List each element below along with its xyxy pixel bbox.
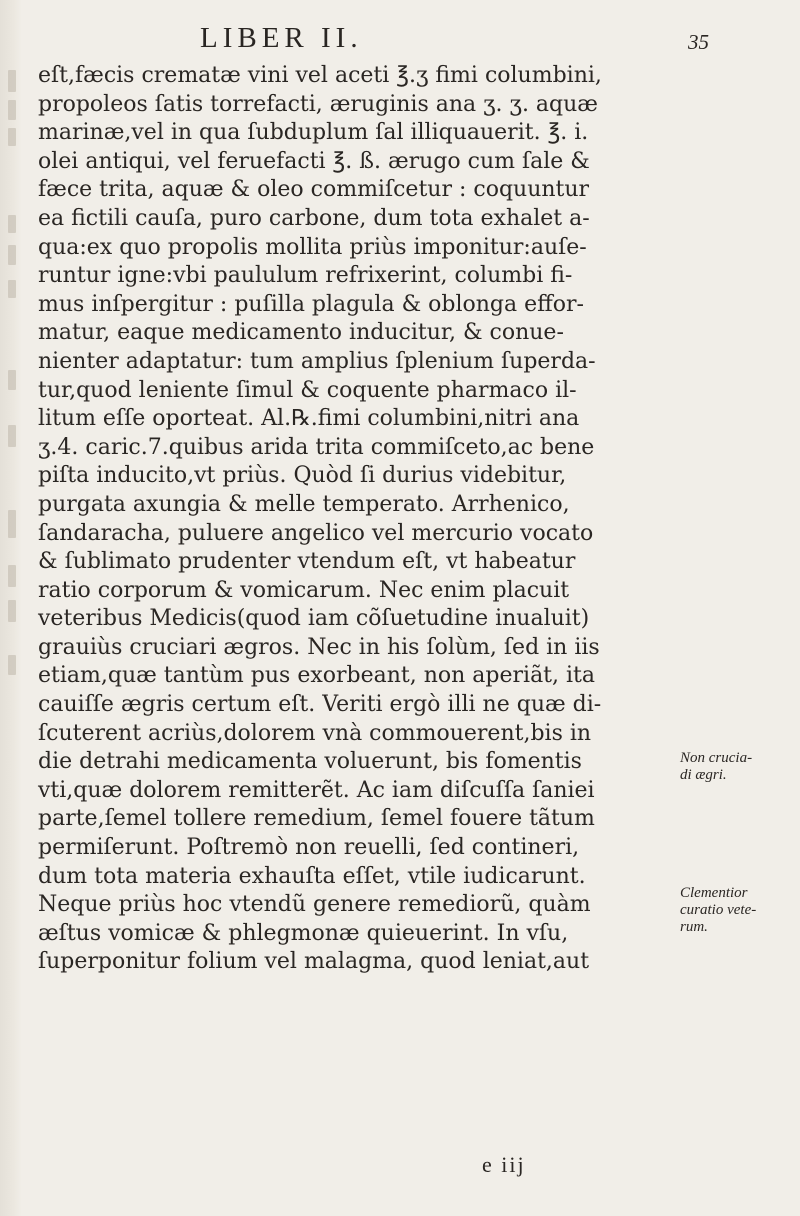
text-line: ſcuterent acriùs,dolorem vnà commouerent,bis in (38, 720, 592, 746)
text-line: & ſublimato prudenter vtendum eſt, vt habeatur (38, 549, 576, 575)
binding-mark (8, 510, 16, 538)
text-line: mus inſpergitur : puſilla plagula & oblonga effor- (38, 291, 584, 317)
marginal-note-line: curatio vete- (680, 902, 757, 918)
binding-mark (8, 215, 16, 233)
binding-mark (8, 370, 16, 390)
binding-mark (8, 655, 16, 675)
page-header (0, 22, 800, 62)
text-line: nienter adaptatur: tum amplius ſplenium ſuperda- (38, 348, 596, 374)
text-line: ſandaracha, puluere angelico vel mercurio vocato (38, 520, 594, 546)
marginal-note (680, 885, 756, 936)
marginal-note-line: di ægri. (680, 767, 727, 783)
text-line: purgata axungia & melle temperato. Arrhenico, (38, 491, 570, 517)
body-text (38, 62, 668, 977)
text-line: ratio corporum & vomicarum. Nec enim placuit (38, 577, 570, 603)
marginal-note-line: Non crucia- (680, 750, 753, 766)
text-line: piſta inducito,vt priùs. Quòd ſi durius videbitur, (38, 463, 567, 489)
text-line: fæce trita, aquæ & oleo commiſcetur : coquuntur (38, 177, 590, 203)
page-gutter (0, 0, 22, 1216)
text-line: grauiùs cruciari ægros. Nec in his ſolùm, ſed in iis (38, 634, 600, 660)
text-line: marinæ,vel in qua ſubduplum ſal illiquauerit. ℥. i. (38, 120, 589, 146)
marginal-note-line: rum. (680, 919, 708, 935)
binding-mark (8, 245, 16, 265)
catchword: e iij (482, 1152, 526, 1177)
marginal-note-line: Clementior (680, 885, 748, 901)
binding-mark (8, 280, 16, 298)
text-line: cauiſſe ægris certum eſt. Veriti ergò illi ne quæ di- (38, 692, 602, 718)
text-line: runtur igne:vbi paululum refrixerint, columbi fi- (38, 263, 573, 289)
text-line: ʒ.4. caric.7.quibus arida trita commiſceto,ac bene (38, 434, 595, 460)
text-line: propoleos ſatis torrefacti, æruginis ana ʒ. ʒ. aquæ (38, 91, 598, 117)
text-line: vti,quæ dolorem remitterẽt. Ac iam diſcuſſa ſaniei (38, 777, 595, 803)
binding-mark (8, 600, 16, 622)
text-line: Neque priùs hoc vtendũ genere remediorũ, quàm (38, 892, 591, 918)
text-line: die detrahi medicamenta voluerunt, bis fomentis (38, 749, 582, 775)
text-line: veteribus Medicis(quod iam cõſuetudine inualuit) (38, 606, 590, 632)
running-head: LIBER II. (200, 22, 363, 54)
text-line: etiam,quæ tantùm pus exorbeant, non aperiãt, ita (38, 663, 596, 689)
text-line: dum tota materia exhauſta eſſet, vtile iudicarunt. (38, 863, 586, 889)
text-line: parte,ſemel tollere remedium, ſemel fouere tãtum (38, 806, 595, 832)
text-line: litum eſſe oporteat. Al.℞.fimi columbini,nitri ana (38, 406, 580, 432)
text-line: eſt,fæcis crematæ vini vel aceti ℥.ʒ fimi columbini, (38, 63, 602, 88)
text-line: ſuperponitur folium vel malagma, quod leniat,aut (38, 949, 590, 975)
text-line: tur,quod leniente ſimul & coquente pharmaco il- (38, 377, 577, 403)
text-line: qua:ex quo propolis mollita priùs imponitur:auſe- (38, 234, 587, 260)
marginal-note (680, 750, 752, 784)
binding-mark (8, 425, 16, 447)
text-line: olei antiqui, vel feruefacti ℥. ß. ærugo cum ſale & (38, 148, 590, 174)
text-line: permiſerunt. Poſtremò non reuelli, ſed contineri, (38, 835, 580, 861)
binding-mark (8, 70, 16, 92)
text-line: ea fictili cauſa, puro carbone, dum tota exhalet a- (38, 205, 590, 231)
binding-mark (8, 128, 16, 146)
text-line: æſtus vomicæ & phlegmonæ quieuerint. In vſu, (38, 920, 569, 946)
page-number: 35 (688, 30, 709, 54)
text-line: matur, eaque medicamento inducitur, & conue- (38, 320, 564, 346)
binding-mark (8, 565, 16, 587)
binding-mark (8, 100, 16, 120)
